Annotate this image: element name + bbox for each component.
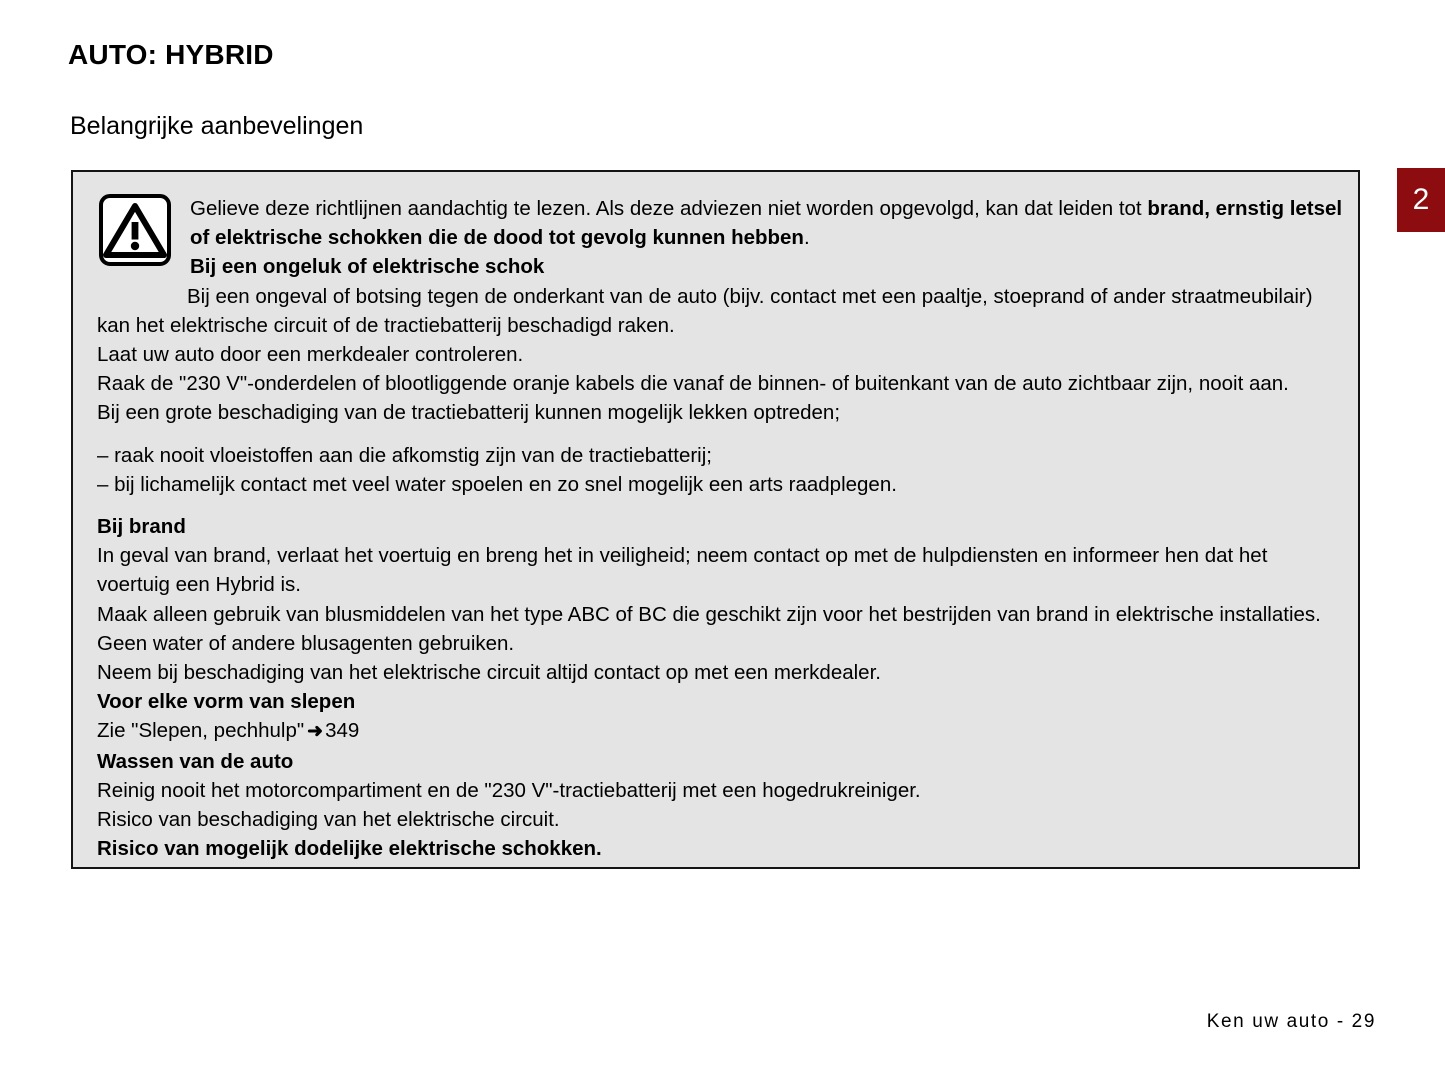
subheading-fire: Bij brand <box>97 515 186 539</box>
section-title: Belangrijke aanbevelingen <box>70 112 364 140</box>
lead-paragraph <box>97 194 1345 252</box>
paragraph-contact-dealer: Neem bij beschadiging van het elektrische circuit altijd contact op met een merkdealer. <box>97 661 881 685</box>
paragraph-check-dealer: Laat uw auto door een merkdealer controleren. <box>97 343 524 367</box>
list-item: – bij lichamelijk contact met veel water spoelen en zo snel mogelijk een arts raadplegen. <box>97 472 897 496</box>
lead-text-plain-2: . <box>803 226 810 250</box>
paragraph-battery-leaks: Bij een grote beschadiging van de tractiebatterij kunnen mogelijk lekken optreden; <box>97 401 841 425</box>
spacer <box>97 499 1345 512</box>
paragraph-lethal-shock-risk: Risico van mogelijk dodelijke elektrische schokken. <box>97 837 602 861</box>
subheading-accident: Bij een ongeluk of elektrische schok <box>190 255 545 279</box>
chapter-tab-number: 2 <box>1412 183 1430 216</box>
paragraph-circuit-damage-risk: Risico van beschadiging van het elektrische circuit. <box>97 808 560 832</box>
cross-reference-label: Zie "Slepen, pechhulp" <box>97 719 305 743</box>
battery-leak-list <box>97 441 1345 499</box>
subheading-towing: Voor elke vorm van slepen <box>97 690 356 714</box>
page-title: AUTO: HYBRID <box>68 39 274 70</box>
cross-reference-page: 349 <box>325 719 360 743</box>
paragraph-accident-damage: Bij een ongeval of botsing tegen de onderkant van de auto (bijv. contact met een paaltje, stoeprand of ander straatmeubilair) kan het elektrische circuit of de tractiebatterij beschadigd raken. <box>97 284 1313 337</box>
warning-body-text <box>97 194 1345 863</box>
chapter-tab <box>1397 168 1445 232</box>
lead-text-bold: brand, ernstig letsel of elektrische schokken die de dood tot gevolg kunnen hebben <box>190 197 1343 250</box>
paragraph-230v-cables: Raak de "230 V"-onderdelen of blootliggende oranje kabels die vanaf de binnen- of buitenkant van de auto zichtbaar zijn, nooit aan. <box>97 372 1289 396</box>
lead-text-plain-1: Gelieve deze richtlijnen aandachtig te lezen. Als deze adviezen niet worden opgevolgd, kan dat leiden tot <box>190 197 1148 220</box>
arrow-right-icon: ➜ <box>307 721 324 743</box>
paragraph-fire-evacuate: In geval van brand, verlaat het voertuig en breng het in veiligheid; neem contact op met de hulpdiensten en informeer hen dat het voertuig een Hybrid is. <box>97 544 1268 597</box>
cross-reference-towing <box>97 716 1345 746</box>
spacer <box>97 428 1345 441</box>
list-item: – raak nooit vloeistoffen aan die afkomstig zijn van de tractiebatterij; <box>97 443 712 467</box>
paragraph-no-pressure-wash: Reinig nooit het motorcompartiment en de "230 V"-tractiebatterij met een hogedrukreiniger. <box>97 778 921 802</box>
subheading-washing: Wassen van de auto <box>97 749 294 773</box>
page-footer: Ken uw auto - 29 <box>1206 1011 1376 1032</box>
paragraph-extinguisher-type: Maak alleen gebruik van blusmiddelen van het type ABC of BC die geschikt zijn voor het bestrijden van brand in elektrische installaties. Geen water of andere blusagenten gebruiken. <box>97 602 1321 655</box>
